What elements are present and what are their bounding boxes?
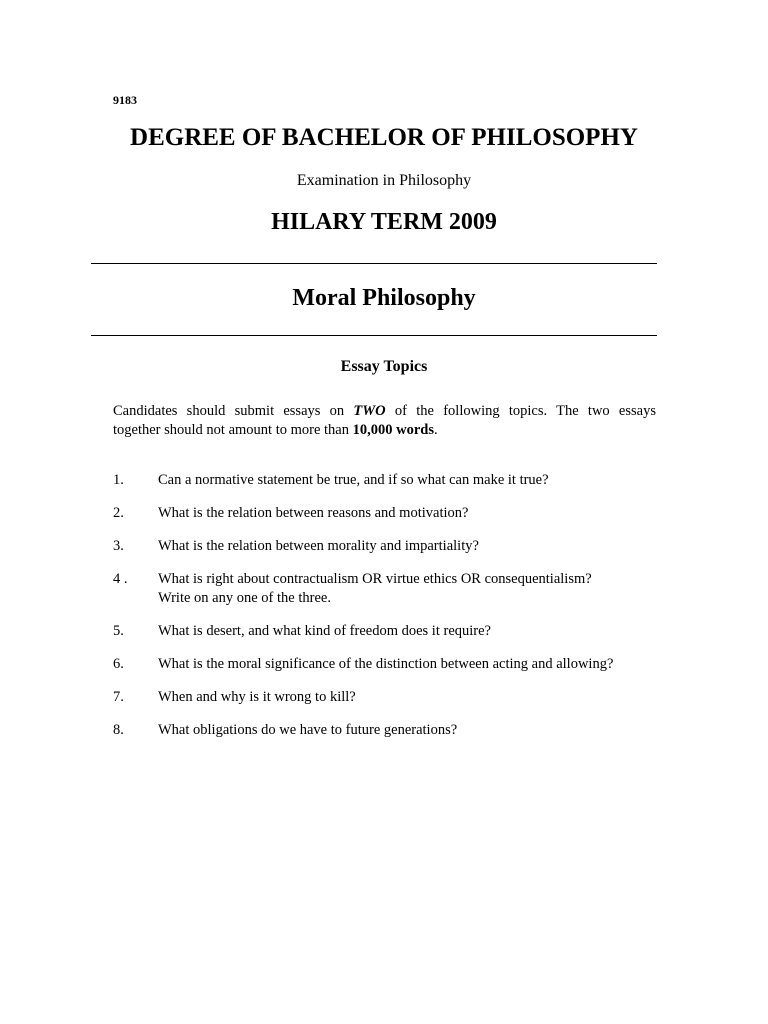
instructions-text: of the following topics. The two essays [385,403,656,419]
degree-title: DEGREE OF BACHELOR OF PHILOSOPHY [130,124,638,151]
paper-code: 9183 [113,93,137,107]
topic-number: 8. [113,722,124,738]
topic-number: 1. [113,472,124,488]
topic-item [113,504,673,523]
bottom-divider [91,335,657,336]
topic-question: What obligations do we have to future generations? [158,722,458,738]
examination-subtitle: Examination in Philosophy [296,172,472,189]
topic-number: 2. [113,505,124,521]
subject-title: Moral Philosophy [292,285,476,311]
topic-question: Can a normative statement be true, and if so what can make it true? [158,472,549,488]
term-title: HILARY TERM 2009 [271,209,497,235]
topic-question: What is the relation between morality and impartiality? [158,538,479,554]
topic-item [113,721,673,740]
topic-number: 7. [113,689,124,705]
instructions-text: Candidates should submit essays on [113,403,354,419]
topic-question: What is the relation between reasons and motivation? [158,505,469,521]
topic-item [113,471,673,490]
instructions-emphasis: TWO [353,403,386,419]
word-limit: 10,000 words [352,422,434,438]
topic-item [113,688,673,707]
topic-question: What is the moral significance of the distinction between acting and allowing? [158,656,614,672]
essay-topics-heading: Essay Topics [340,358,428,375]
topic-item [113,622,673,641]
topic-question: What is desert, and what kind of freedom does it require? [158,623,491,639]
topic-list [113,471,673,754]
topic-number: 4 . [113,571,128,587]
topic-question: What is right about contractualism OR virtue ethics OR consequentialism? Write on any one of the three. [158,571,592,606]
topic-item [113,537,673,556]
instructions-line-1 [113,402,656,421]
instructions-line-2 [113,421,656,440]
topic-item [113,570,673,608]
topic-number: 3. [113,538,124,554]
instructions-text: together should not amount to more than [113,422,353,438]
topic-number: 6. [113,656,124,672]
instructions-paragraph [113,402,656,440]
topic-question: When and why is it wrong to kill? [158,689,356,705]
top-divider [91,263,657,264]
topic-item [113,655,673,674]
instructions-text: . [434,422,438,438]
topic-number: 5. [113,623,124,639]
